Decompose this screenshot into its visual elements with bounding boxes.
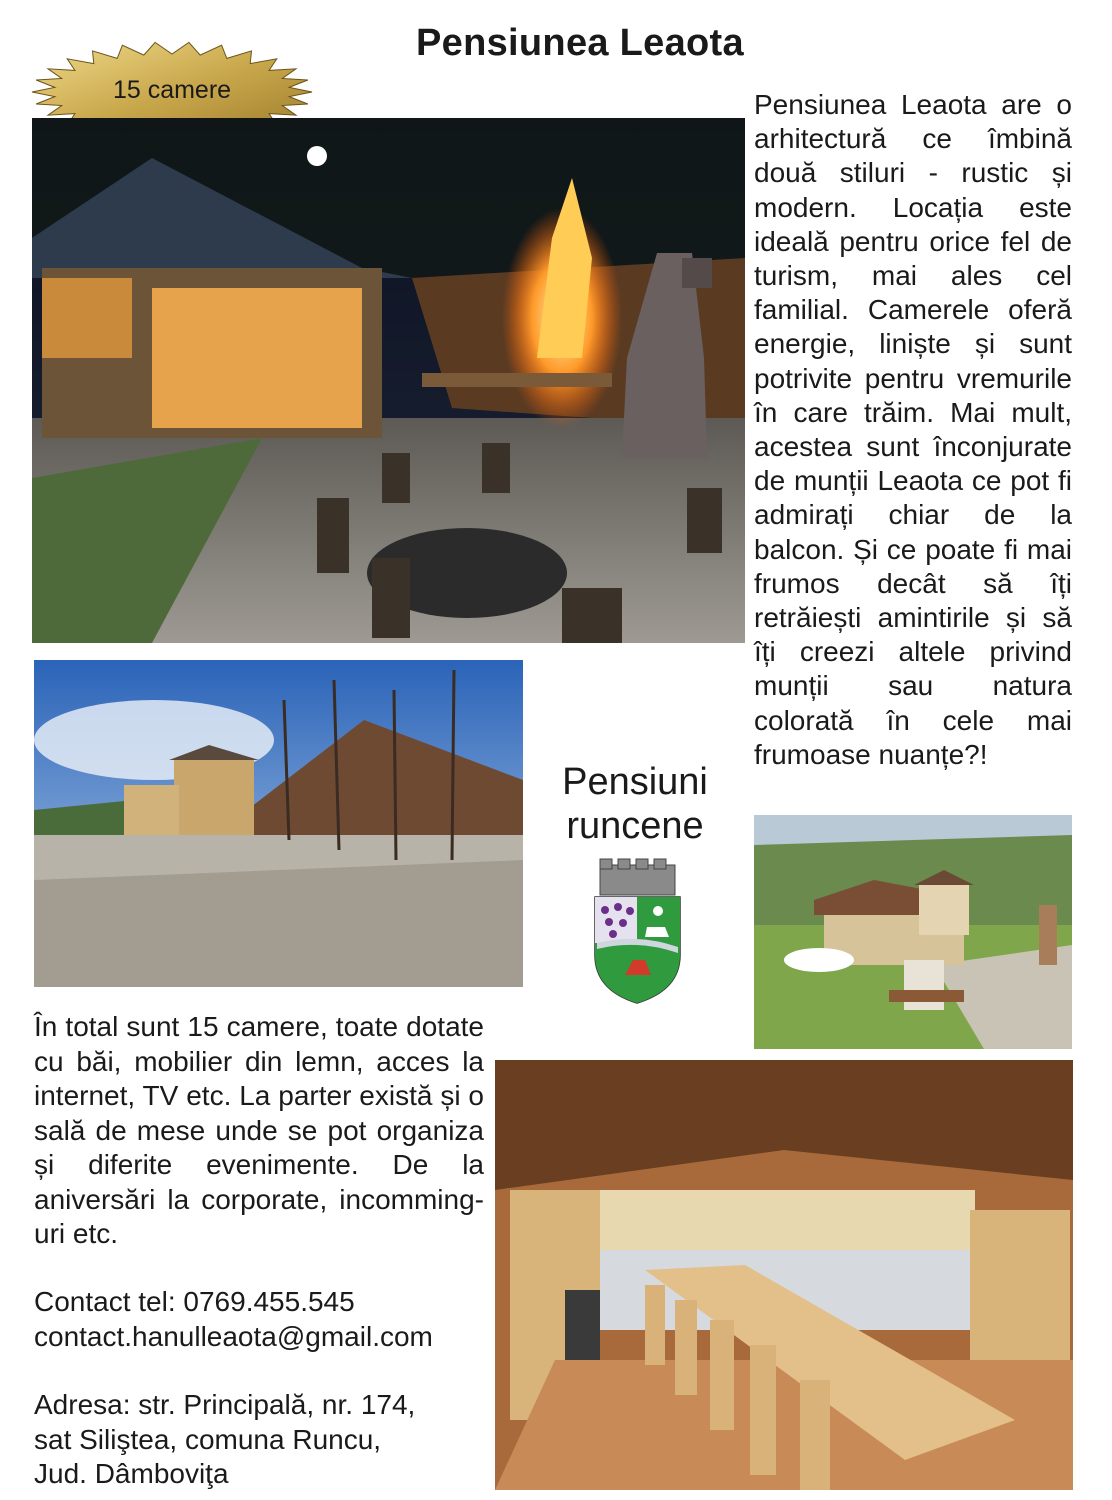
- coat-of-arms-icon: [585, 855, 690, 1005]
- address-line-2: sat Siliştea, comuna Runcu,: [34, 1423, 382, 1455]
- address-line-3: Jud. Dâmboviţa: [34, 1458, 229, 1489]
- contact-block: [34, 1285, 484, 1354]
- garden-photo: [754, 815, 1072, 1049]
- contact-phone: Contact tel: 0769.455.545: [34, 1286, 355, 1317]
- contact-email: contact.hanulleaota@gmail.com: [34, 1320, 433, 1352]
- night-courtyard-photo: [32, 118, 745, 643]
- section-label: [540, 760, 730, 848]
- badge-label: 15 camere: [112, 76, 232, 104]
- details-paragraph: În total sunt 15 camere, toate dotate cu băi, mobilier din lemn, acces la internet, TV etc. La parter există și o sală de mese unde se pot organiza și diferite evenimente. De la aniversări la corporate, incomming-uri etc.: [34, 1011, 484, 1249]
- dining-hall-photo: [495, 1060, 1073, 1490]
- intro-paragraph: Pensiunea Leaota are o arhitectură ce îmbină două stiluri - rustic și modern. Locația este ideală pentru orice fel de turism, mai ales cel familial. Camerele oferă energie, liniște și sunt potrivite pentru vremurile în care trăim. Mai mult, acestea sunt înconjurate de munții Leaota ce pot fi admirați chiar de la balcon. Și ce poate fi mai frumos decât să îți retrăiești amintirile și să îți creezi altele privind munții sau natura colorată în cele mai frumoase nuanțe?!: [754, 89, 1072, 770]
- address-block: [34, 1388, 484, 1492]
- page-title: Pensiunea Leaota: [416, 22, 744, 64]
- section-label-line-1: Pensiuni: [562, 761, 708, 803]
- guesthouse-exterior-photo: [34, 660, 523, 987]
- section-label-line-2: runcene: [566, 805, 704, 847]
- address-line-1: Adresa: str. Principală, nr. 174,: [34, 1389, 416, 1420]
